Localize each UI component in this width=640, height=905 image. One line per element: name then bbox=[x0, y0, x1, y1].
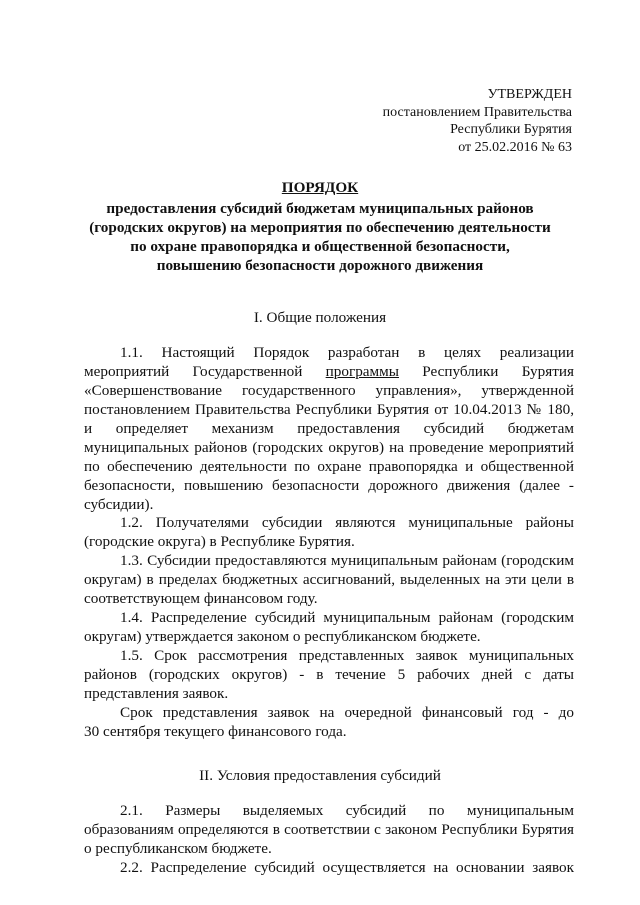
document-title bbox=[0, 178, 640, 275]
paragraph-1-3: 1.3. Субсидии предоставляются муниципальным районам (городским округам) в пределах бюджетных ассигнований, выделенных на эти цели в соответствующем финансовом году. bbox=[84, 552, 574, 607]
section-heading: II. Условия предоставления субсидий bbox=[199, 767, 441, 784]
paragraph-1-4: 1.4. Распределение субсидий муниципальным районам (городским округам) утверждается законом о республиканском бюджете. bbox=[84, 609, 574, 645]
title-sub: предоставления субсидий бюджетам муниципальных районов bbox=[106, 200, 534, 217]
title-sub: (городских округов) на мероприятия по обеспечению деятельности bbox=[89, 219, 551, 236]
paragraph-1-2: 1.2. Получателями субсидии являются муниципальные районы (городские округа) в Республике Бурятия. bbox=[84, 514, 574, 550]
approval-line: Республики Бурятия bbox=[450, 122, 572, 137]
section-heading: I. Общие положения bbox=[253, 309, 387, 326]
paragraph-2-2: 2.2. Распределение субсидий осуществляется на основании заявок bbox=[120, 859, 574, 876]
paragraph-1-1: 1.1. Настоящий Порядок разработан в целях реализации мероприятий Государственной программы Республики Бурятия «Совершенствование государственного управления», утвержденной постановлением Правительства Республики Бурятия от 10.04.2013 № 180, и определяет механизм предоставления субсидий бюджетам муниципальных районов (городских округов) на проведение мероприятий по обеспечению деятельности по охране правопорядка и общественной безопасности, повышению безопасности дорожного движения (далее - субсидии). bbox=[84, 344, 574, 513]
title-main: ПОРЯДОК bbox=[281, 179, 359, 196]
approval-line: постановлением Правительства bbox=[382, 104, 572, 120]
paragraph-deadline: Срок представления заявок на очередной финансовый год - до 30 сентября текущего финансового года. bbox=[84, 704, 574, 740]
approval-stamp bbox=[383, 86, 572, 156]
paragraph-2-1: 2.1. Размеры выделяемых субсидий по муниципальным образованиям определяются в соответствии с законом Республики Бурятия о республиканском бюджете. bbox=[84, 802, 574, 857]
title-sub: повышению безопасности дорожного движения bbox=[156, 257, 484, 274]
line-with-link: мероприятий Государственной программы Республики Бурятия bbox=[84, 363, 574, 380]
approval-line: от 25.02.2016 № 63 bbox=[458, 139, 572, 155]
approval-line: УТВЕРЖДЕН bbox=[487, 87, 572, 102]
programma-link[interactable]: программы bbox=[325, 363, 399, 380]
paragraph-1-5: 1.5. Срок рассмотрения представленных заявок муниципальных районов (городских округов) - в течение 5 рабочих дней с даты представления заявок. bbox=[84, 647, 574, 702]
title-sub: по охране правопорядка и общественной безопасности, bbox=[130, 238, 510, 255]
